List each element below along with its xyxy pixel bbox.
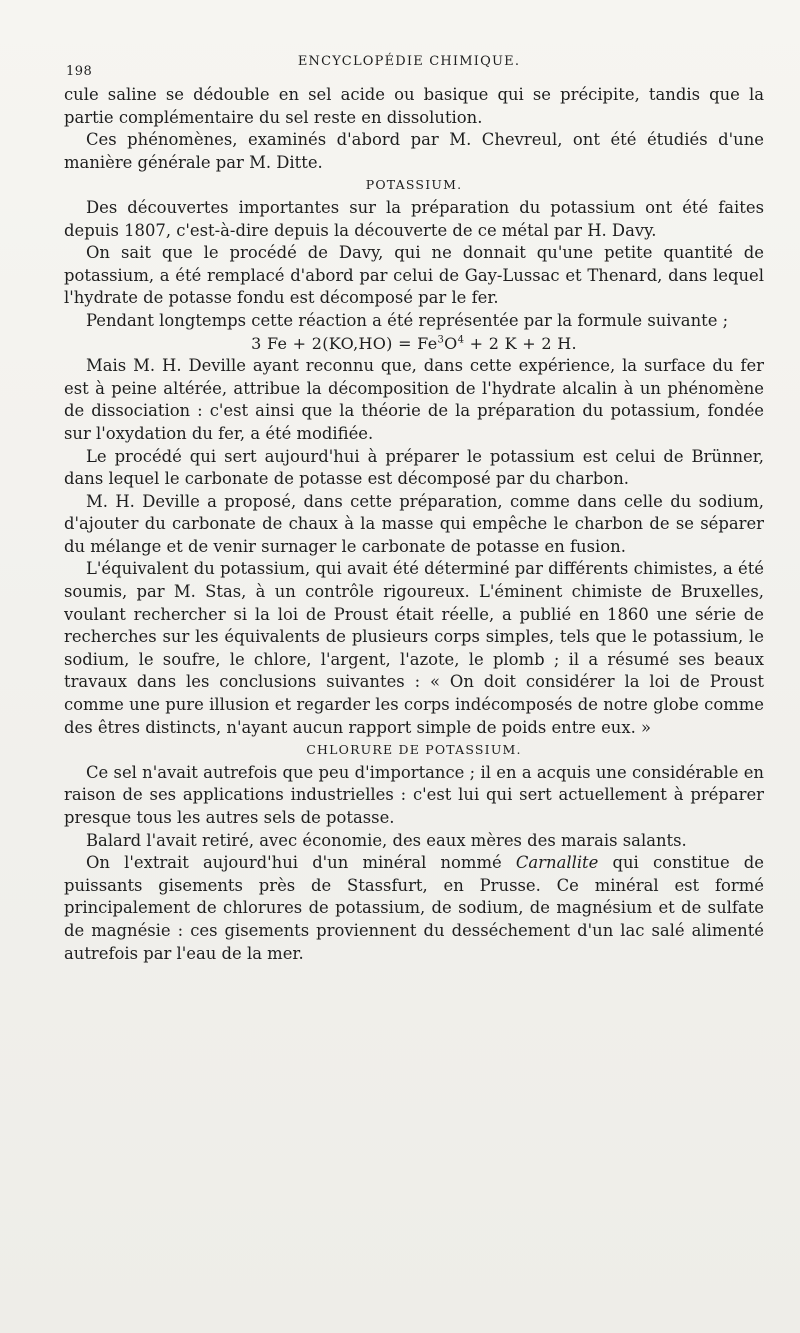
potassium-paragraph-5: Le procédé qui sert aujourd'hui à préparer le potassium est celui de Brünner, dans lequel le carbonate de potasse est décomposé par du charbon. [64,446,764,489]
intro-paragraph: Ces phénomènes, examinés d'abord par M. Chevreul, ont été étudiés d'une manière générale par M. Ditte. [64,130,764,172]
page-body [64,84,764,965]
intro-paragraph-continued: cule saline se dédouble en sel acide ou basique qui se précipite, tandis que la partie complémentaire du sel reste en dissolution. [64,85,764,127]
potassium-paragraph-7: L'équivalent du potassium, qui avait été déterminé par différents chimistes, a été soumis, par M. Stas, à un contrôle rigoureux. L'éminent chimiste de Bruxelles, voulant rechercher si la loi de Proust était réelle, a publié en 1860 une série de recherches sur les équivalents de plusieurs corps simples, tels que le potassium, le sodium, le soufre, le chlore, l'argent, l'azote, le plomb ; il a résumé ses beaux travaux dans les conclusions suivantes : « On doit considérer la loi de Proust comme une pure illusion et regarder les corps indécomposés de notre globe comme des êtres distincts, n'ayant aucun rapport simple de poids entre eux. » [64,559,764,737]
chlorure-paragraph-1: Ce sel n'avait autrefois que peu d'importance ; il en a acquis une considérable en raison de ses applications industrielles : c'est lui qui sert actuellement à préparer presque tous les autres sels de potasse. [64,762,764,827]
potassium-paragraph-1: Des découvertes importantes sur la préparation du potassium ont été faites depuis 1807, c'est-à-dire depuis la découverte de ce métal par H. Davy. [64,197,764,240]
formula-sup-2: 4 [457,334,465,346]
page-header [66,54,752,78]
section-title-potassium: POTASSIUM. [365,177,463,193]
page-number: 198 [66,64,93,79]
chemical-formula [64,333,764,356]
carnallite-term: Carnallite [515,853,599,873]
formula-sup-1: 3 [437,334,445,346]
formula-right: + 2 K + 2 H. [464,333,577,353]
potassium-paragraph-4: Mais M. H. Deville ayant reconnu que, dans cette expérience, la surface du fer est à peine altérée, attribue la décomposition de l'hydrate alcalin à un phénomène de dissociation : c'est ainsi que la théorie de la préparation du potassium, fondée sur l'oxydation du fer, a été modifiée. [64,356,764,443]
chlorure-paragraph-3 [64,852,764,965]
potassium-paragraph-6: M. H. Deville a proposé, dans cette préparation, comme dans celle du sodium, d'ajouter du carbonate de chaux à la masse qui empêche le charbon de se séparer du mélange et de venir surnager le carbonate de potasse en fusion. [64,491,764,556]
chlorure-p3-text-b: qui constitue de puissants gisements près de Stassfurt, en Prusse. Ce minéral est formé principalement de chlorures de potassium, de sodium, de magnésium et de sulfate de magnésie : ces gisements proviennent du desséchement d'un lac salé alimenté autrefois par l'eau de la mer. [64,853,764,963]
running-title: ENCYCLOPÉDIE CHIMIQUE. [297,54,521,69]
chlorure-paragraph-2: Balard l'avait retiré, avec économie, des eaux mères des marais salants. [86,830,687,850]
formula-mid: O [444,333,458,353]
section-title-chlorure: CHLORURE DE POTASSIUM. [306,742,522,758]
potassium-paragraph-2: On sait que le procédé de Davy, qui ne donnait qu'une petite quantité de potassium, a été remplacé d'abord par celui de Gay-Lussac et Thenard, dans lequel l'hydrate de potasse fondu est décomposé par le fer. [64,243,764,308]
potassium-paragraph-3: Pendant longtemps cette réaction a été représentée par la formule suivante ; [86,310,729,330]
chlorure-p3-text-a: On l'extrait aujourd'hui d'un minéral nommé [86,853,516,873]
formula-left: 3 Fe + 2(KO,HO) = Fe [251,333,438,353]
